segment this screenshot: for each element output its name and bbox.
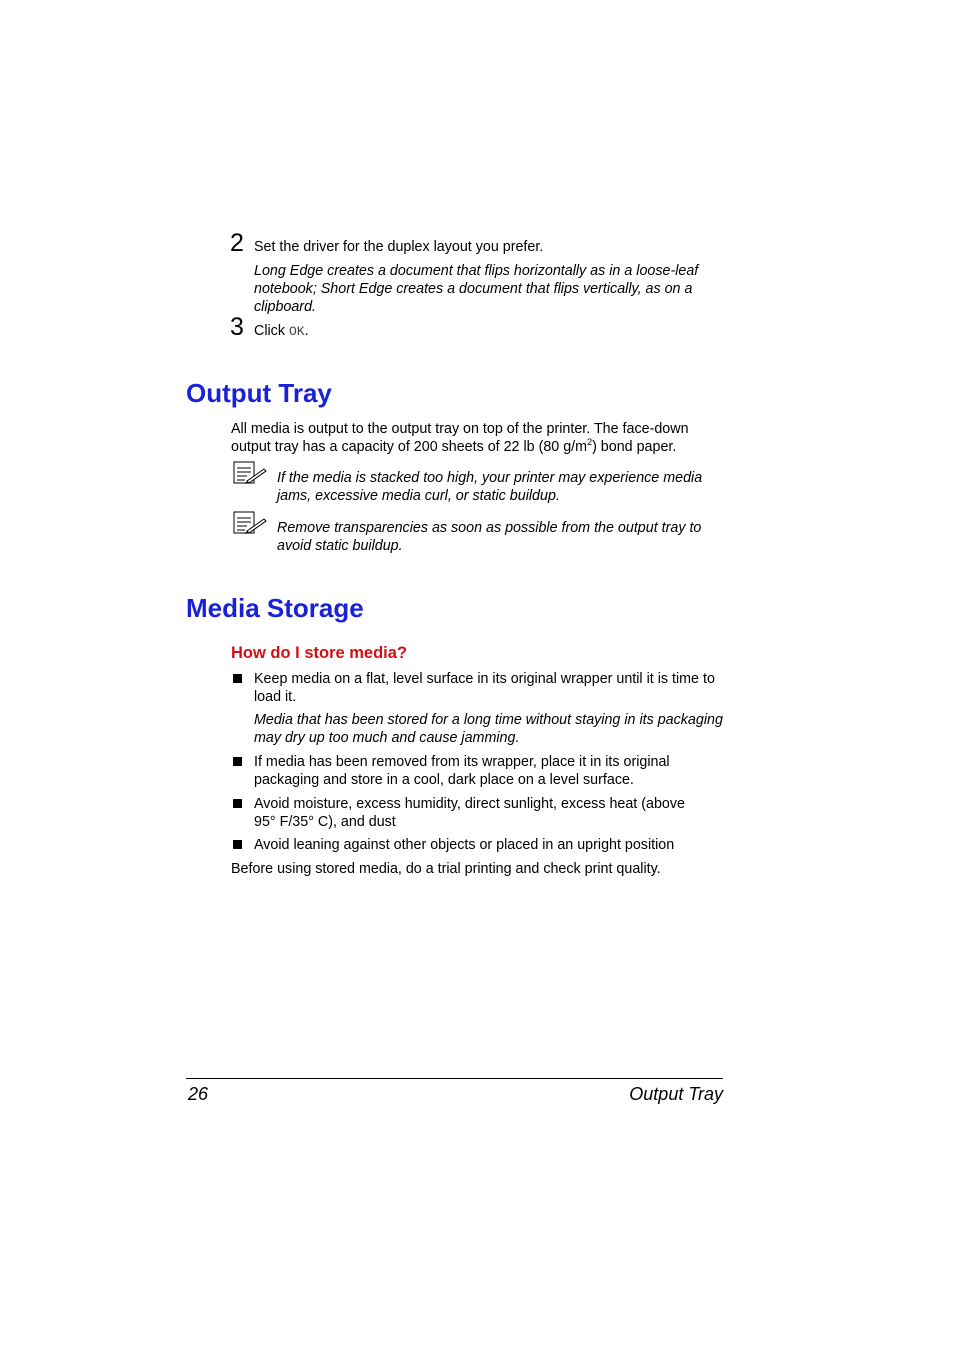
how-store-media-subheading: How do I store media? — [231, 644, 408, 662]
output-tray-paragraph — [231, 420, 709, 456]
step-3-text — [254, 322, 724, 341]
storage-bullet-1: Keep media on a flat, level surface in its original wrapper until it is time to load it. — [254, 671, 715, 705]
square-bullet-icon — [233, 674, 242, 683]
footer-section-title: Output Tray — [629, 1084, 723, 1104]
output-tray-para-part2: ) bond paper. — [592, 439, 677, 455]
footer-rule — [186, 1078, 723, 1079]
square-bullet-icon — [233, 799, 242, 808]
storage-bullet-1-note: Media that has been stored for a long time without staying in its packaging may dry up too much and cause jamming. — [254, 712, 723, 746]
note-pencil-icon — [233, 461, 267, 485]
storage-bullet-3: Avoid moisture, excess humidity, direct sunlight, excess heat (above 95° F/35° C), and dust — [254, 796, 685, 830]
ok-code: OK — [288, 324, 305, 339]
step-2-note: Long Edge creates a document that flips horizontally as in a loose-leaf notebook; Short Edge creates a document that flips vertically, as on a clipboard. — [254, 263, 699, 315]
note-pencil-icon — [233, 511, 267, 535]
footer-page-number: 26 — [188, 1084, 209, 1104]
step-3-text-prefix: Click — [254, 323, 289, 339]
step-number-3: 3 — [230, 313, 244, 341]
storage-bullet-2: If media has been removed from its wrapper, place it in its original packaging and store in a cool, dark place on a level surface. — [254, 754, 670, 788]
output-tray-heading: Output Tray — [186, 378, 332, 408]
output-tray-note-2: Remove transparencies as soon as possible from the output tray to avoid static buildup. — [277, 520, 702, 554]
step-2-text: Set the driver for the duplex layout you prefer. — [254, 239, 544, 255]
square-bullet-icon — [233, 840, 242, 849]
output-tray-para-part1: All media is output to the output tray on top of the printer. The face-down output tray has a capacity of 200 sheets of 22 lb (80 g/m — [231, 421, 689, 455]
step-3-text-suffix: . — [304, 323, 309, 339]
media-storage-heading: Media Storage — [186, 593, 364, 623]
step-number-2: 2 — [230, 229, 244, 257]
storage-closing-text: Before using stored media, do a trial printing and check print quality. — [231, 861, 661, 877]
square-bullet-icon — [233, 757, 242, 766]
output-tray-para-sup: 2 — [587, 437, 593, 448]
output-tray-note-1: If the media is stacked too high, your printer may experience media jams, excessive media curl, or static buildup. — [277, 470, 703, 504]
storage-bullet-4: Avoid leaning against other objects or placed in an upright position — [254, 837, 675, 853]
